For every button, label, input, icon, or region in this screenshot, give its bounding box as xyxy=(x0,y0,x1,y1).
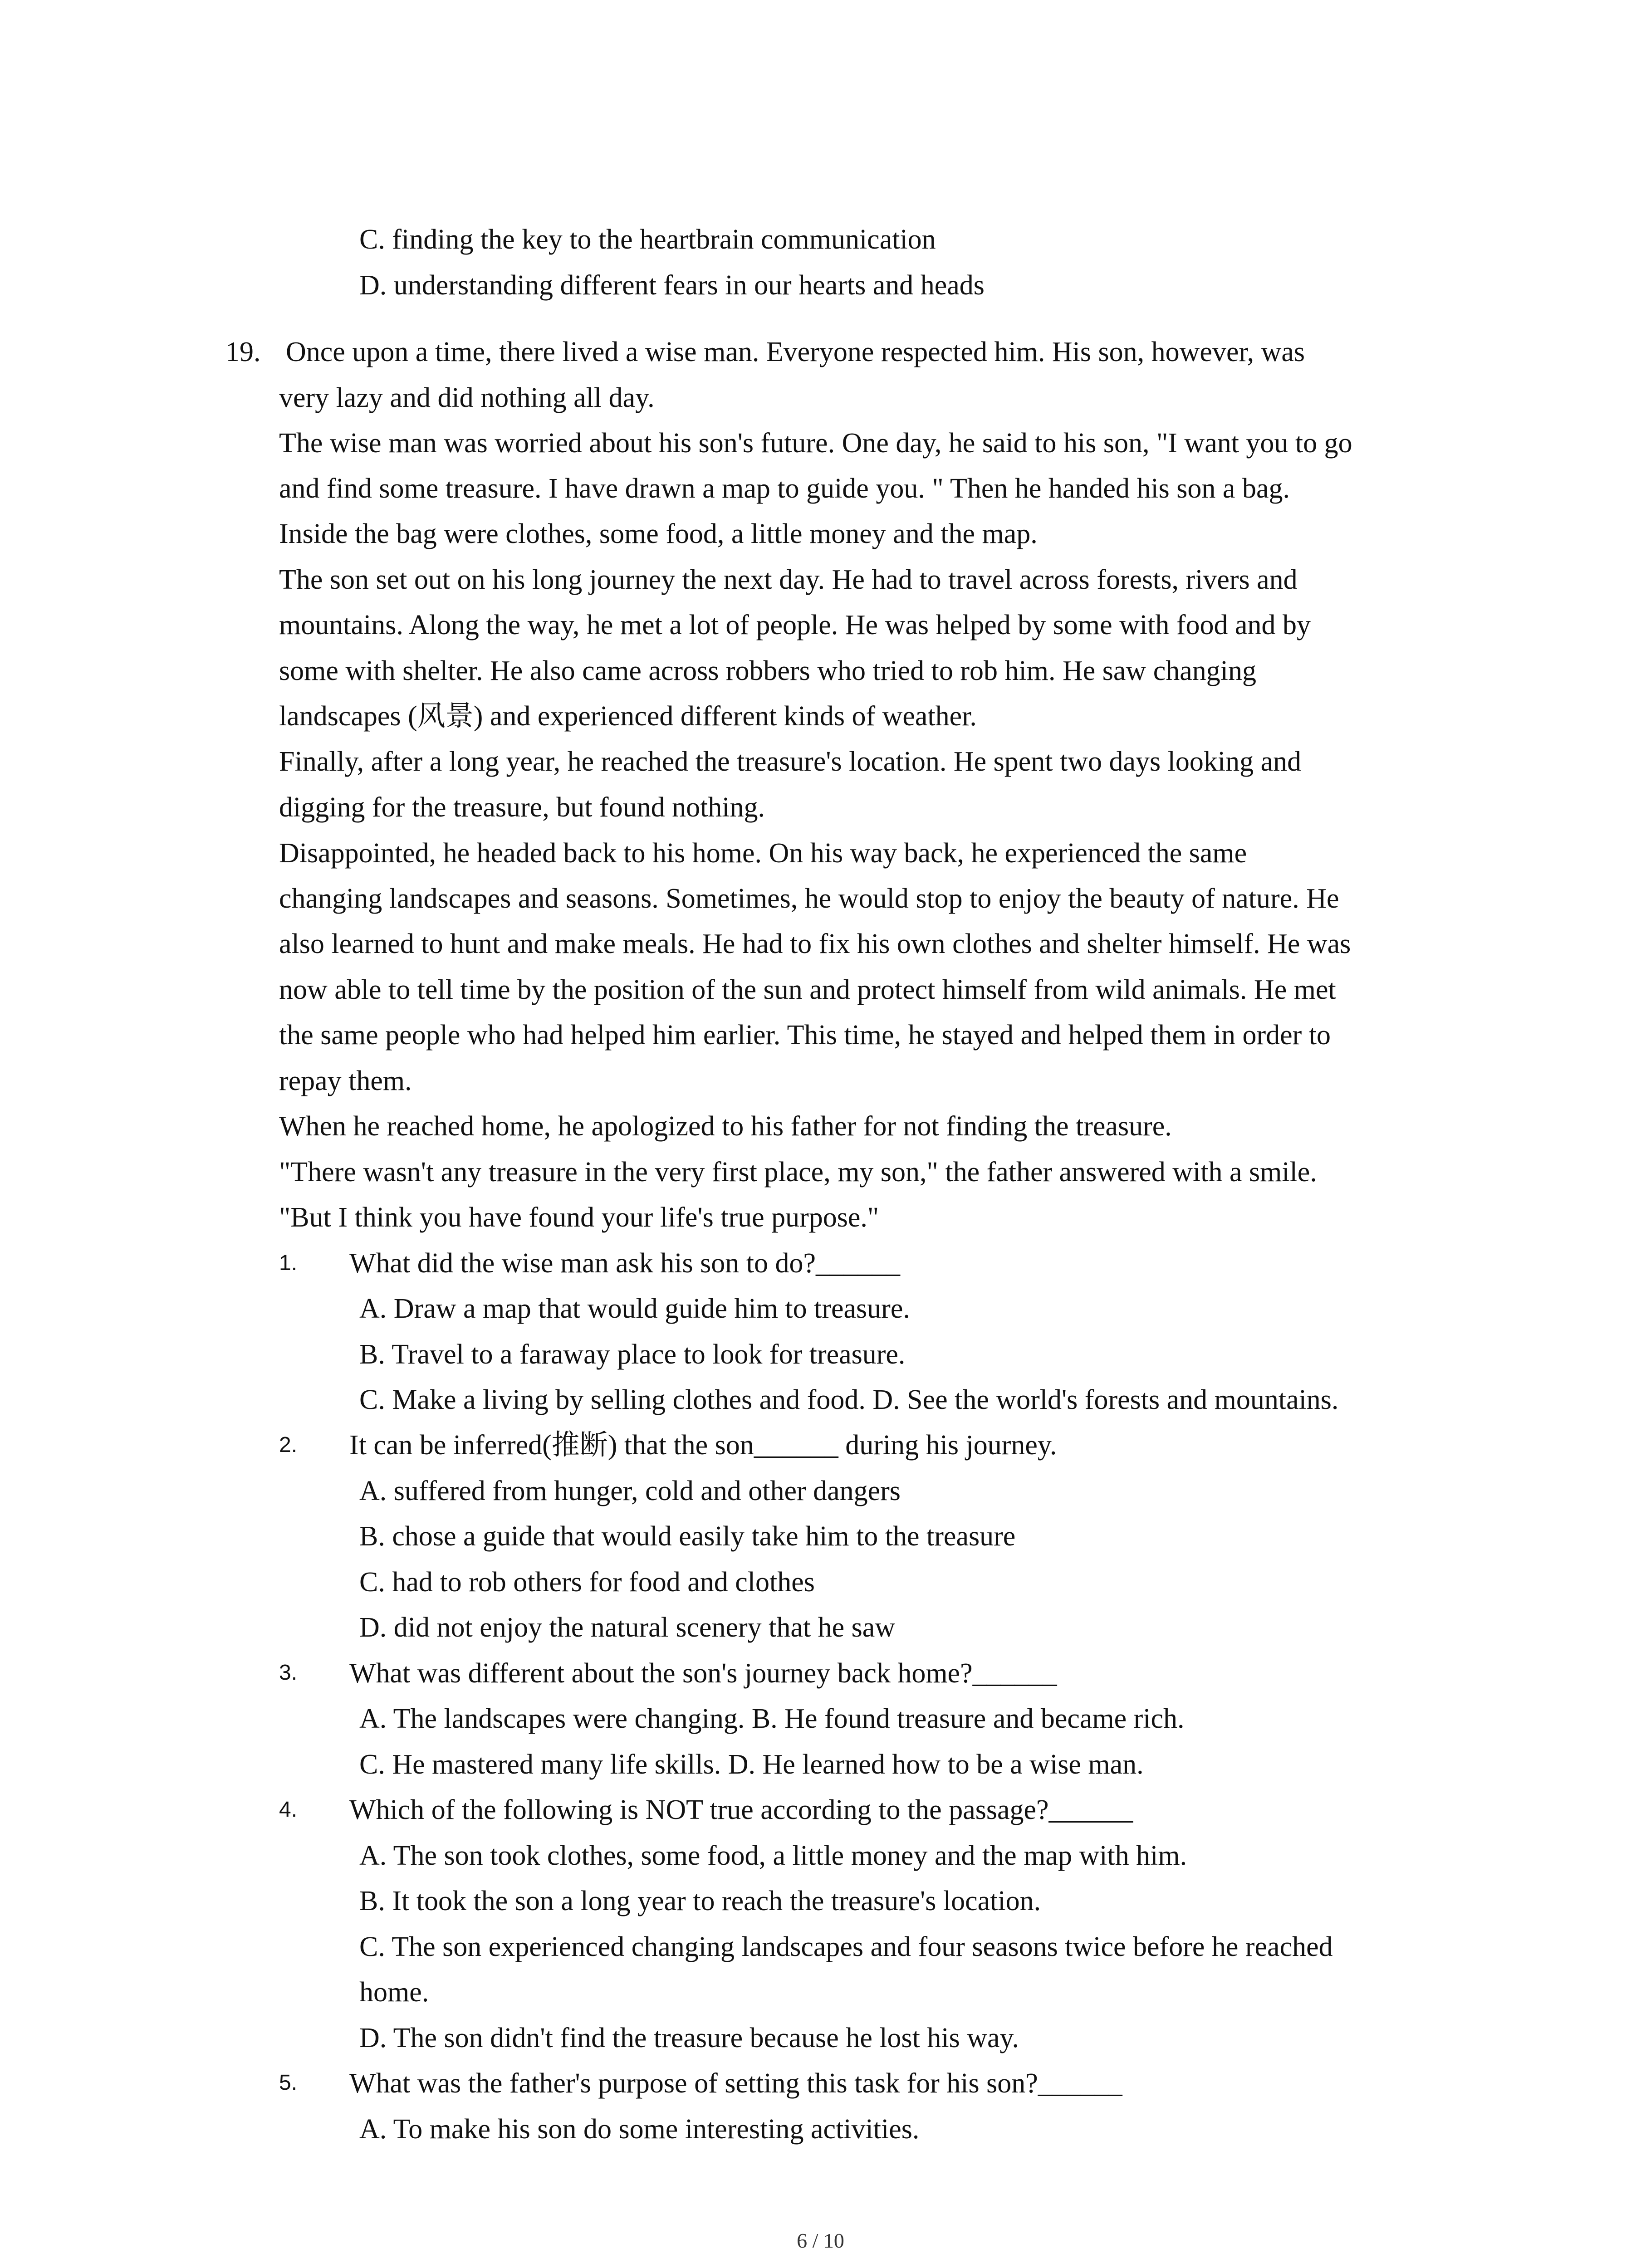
sub-question-stem: What did the wise man ask his son to do?______ xyxy=(349,1248,900,1279)
passage-line: landscapes (风景) and experienced different kinds of weather. xyxy=(279,701,977,732)
answer-option: D. did not enjoy the natural scenery that he saw xyxy=(359,1612,896,1643)
sub-question-stem: It can be inferred(推断) that the son______ during his journey. xyxy=(349,1430,1057,1461)
answer-option: C. had to rob others for food and clothes xyxy=(359,1567,815,1598)
answer-option: A. To make his son do some interesting activities. xyxy=(359,2114,920,2145)
passage-line: Disappointed, he headed back to his home. On his way back, he experienced the same xyxy=(279,838,1247,869)
prev-option-c: C. finding the key to the heartbrain communication xyxy=(359,224,936,255)
passage-line: very lazy and did nothing all day. xyxy=(279,382,655,413)
sub-question-stem: Which of the following is NOT true according to the passage?______ xyxy=(349,1794,1133,1825)
page-indicator: 6 / 10 xyxy=(797,2229,844,2252)
answer-option: C. Make a living by selling clothes and food. D. See the world's forests and mountains. xyxy=(359,1384,1339,1415)
answer-option: D. The son didn't find the treasure because he lost his way. xyxy=(359,2023,1019,2053)
passage-line: the same people who had helped him earlier. This time, he stayed and helped them in order to xyxy=(279,1020,1331,1051)
passage-line: changing landscapes and seasons. Sometimes, he would stop to enjoy the beauty of nature. He xyxy=(279,883,1339,914)
passage-line: Finally, after a long year, he reached the treasure's location. He spent two days looking and xyxy=(279,746,1302,777)
sub-question-number: 3. xyxy=(279,1661,298,1685)
passage-line: mountains. Along the way, he met a lot of people. He was helped by some with food and by xyxy=(279,610,1311,640)
passage-line: also learned to hunt and make meals. He had to fix his own clothes and shelter himself. He was xyxy=(279,929,1351,959)
passage-line: and find some treasure. I have drawn a map to guide you. " Then he handed his son a bag. xyxy=(279,473,1290,504)
passage-line: "There wasn't any treasure in the very first place, my son," the father answered with a smile. xyxy=(279,1157,1317,1188)
answer-option: C. The son experienced changing landscapes and four seasons twice before he reached xyxy=(359,1931,1333,1962)
answer-option: B. Travel to a faraway place to look for treasure. xyxy=(359,1339,906,1370)
passage-line: The wise man was worried about his son's future. One day, he said to his son, "I want you to go xyxy=(279,428,1352,459)
passage-line: digging for the treasure, but found nothing. xyxy=(279,792,765,823)
question-19-number: 19. xyxy=(225,337,261,367)
prev-option-d: D. understanding different fears in our hearts and heads xyxy=(359,270,985,301)
answer-option: A. suffered from hunger, cold and other dangers xyxy=(359,1476,901,1506)
sub-question-number: 1. xyxy=(279,1251,298,1275)
passage-line: repay them. xyxy=(279,1066,412,1096)
sub-question-number: 2. xyxy=(279,1433,298,1457)
answer-option: A. Draw a map that would guide him to treasure. xyxy=(359,1293,910,1324)
passage-line: now able to tell time by the position of the sun and protect himself from wild animals. He met xyxy=(279,974,1336,1005)
passage-line: "But I think you have found your life's true purpose." xyxy=(279,1202,879,1233)
answer-option: C. He mastered many life skills. D. He learned how to be a wise man. xyxy=(359,1749,1144,1780)
answer-option: B. It took the son a long year to reach the treasure's location. xyxy=(359,1886,1041,1916)
sub-question-number: 5. xyxy=(279,2071,298,2095)
answer-option: home. xyxy=(359,1977,429,2008)
sub-question-stem: What was the father's purpose of setting this task for his son?______ xyxy=(349,2068,1122,2099)
sub-question-stem: What was different about the son's journey back home?______ xyxy=(349,1658,1057,1689)
passage-line: When he reached home, he apologized to his father for not finding the treasure. xyxy=(279,1111,1172,1142)
answer-option: B. chose a guide that would easily take him to the treasure xyxy=(359,1521,1016,1552)
sub-question-number: 4. xyxy=(279,1798,298,1822)
passage-line: The son set out on his long journey the next day. He had to travel across forests, rivers and xyxy=(279,564,1298,595)
answer-option: A. The landscapes were changing. B. He found treasure and became rich. xyxy=(359,1703,1185,1734)
passage-line: Once upon a time, there lived a wise man. Everyone respected him. His son, however, was xyxy=(286,337,1305,367)
passage-line: Inside the bag were clothes, some food, a little money and the map. xyxy=(279,518,1038,549)
passage-line: some with shelter. He also came across robbers who tried to rob him. He saw changing xyxy=(279,655,1256,686)
answer-option: A. The son took clothes, some food, a little money and the map with him. xyxy=(359,1840,1187,1871)
